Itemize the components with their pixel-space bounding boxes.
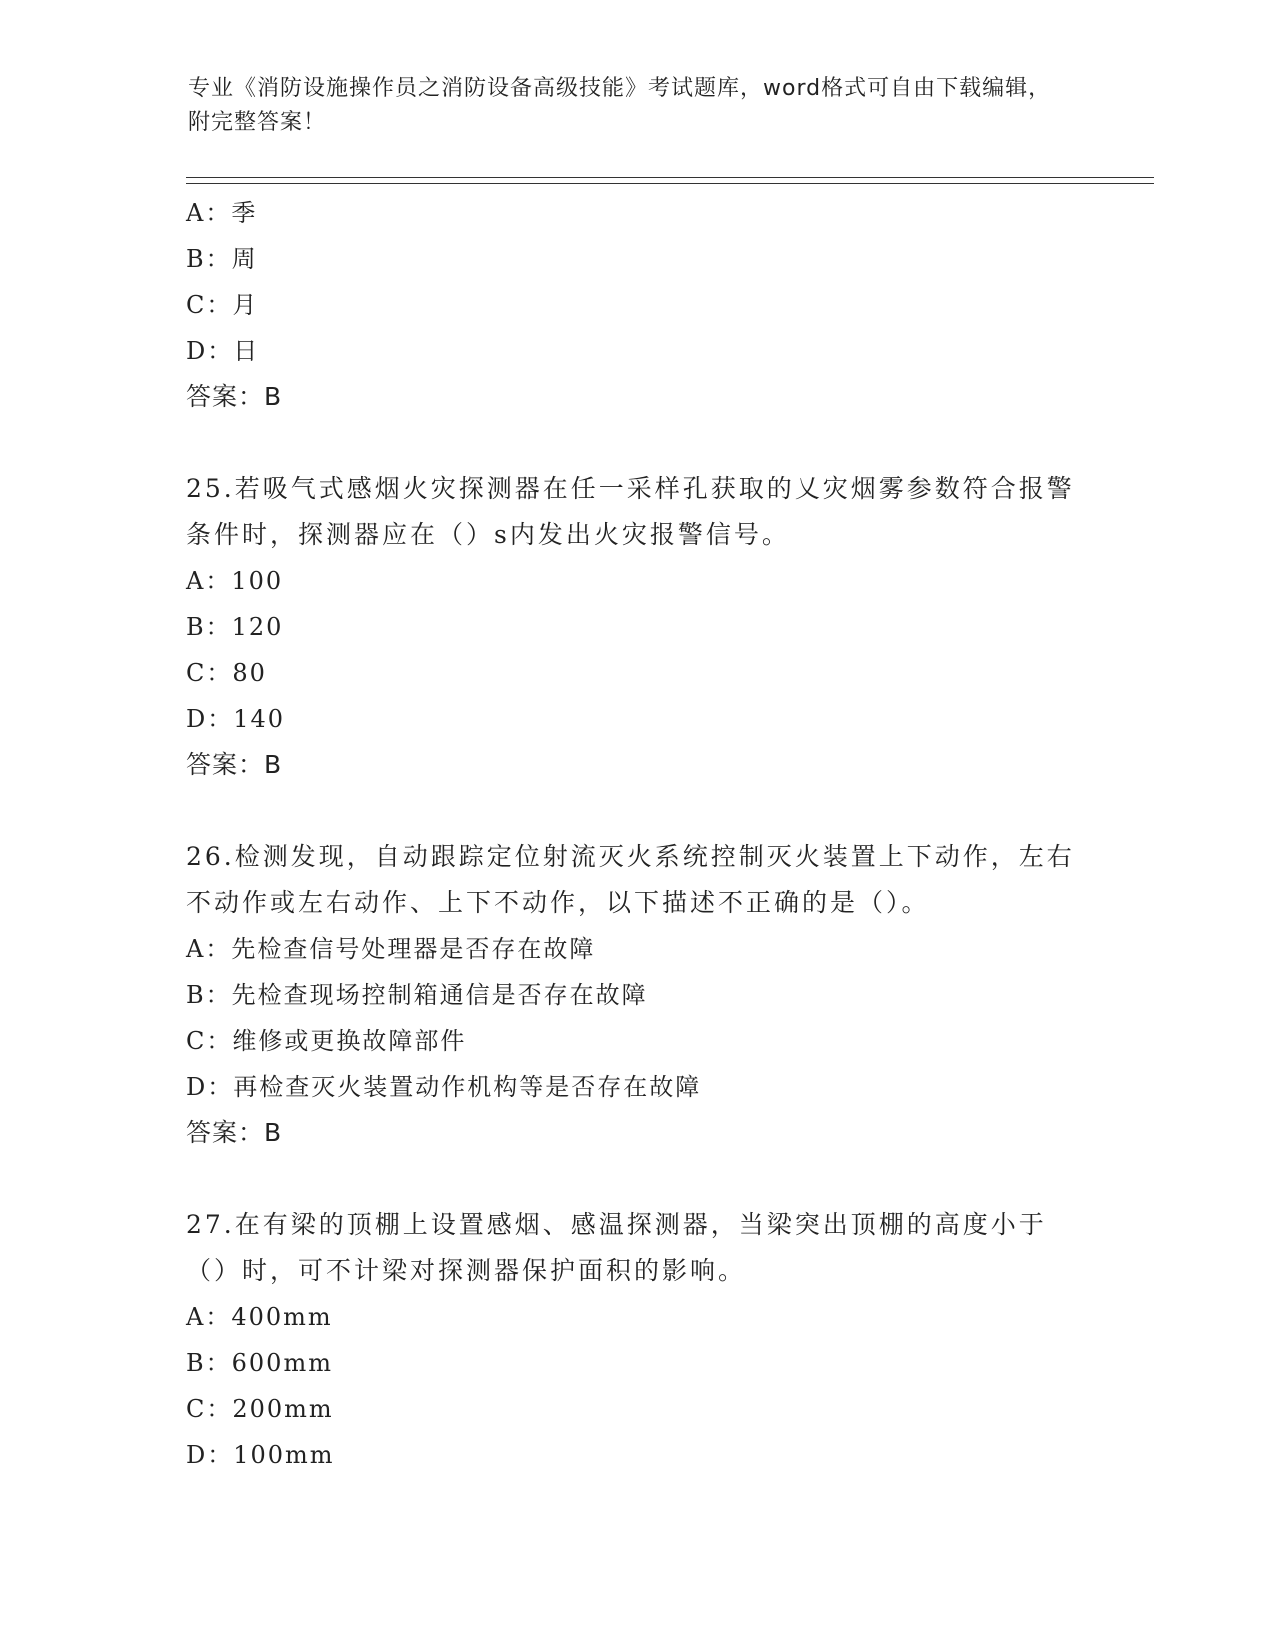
document-header: 专业《消防设施操作员之消防设备高级技能》考试题库，word格式可自由下载编辑，附完整答案！ xyxy=(188,76,1052,135)
option-b: B：先检查现场控制箱通信是否存在故障 xyxy=(186,981,648,1009)
question-stem: 26.检测发现，自动跟踪定位射流灭火系统控制灭火装置上下动作，左右不动作或左右动作、上下不动作，以下描述不正确的是（）。 xyxy=(186,842,1075,917)
option-d: D：140 xyxy=(186,705,286,733)
answer-line: 答案：B xyxy=(186,750,283,779)
question-block-26 xyxy=(186,834,1086,1156)
option-d: D：日 xyxy=(186,337,260,365)
answer-line: 答案：B xyxy=(186,382,283,411)
question-stem: 25.若吸气式感烟火灾探测器在任一采样孔获取的乂灾烟雾参数符合报警条件时，探测器应在（）s内发出火灾报警信号。 xyxy=(186,474,1075,549)
option-c: C：月 xyxy=(186,291,259,319)
option-c: C：维修或更换故障部件 xyxy=(186,1027,467,1055)
option-b: B：600mm xyxy=(186,1349,333,1377)
question-stem: 27.在有梁的顶棚上设置感烟、感温探测器，当梁突出顶棚的高度小于（）时，可不计梁对探测器保护面积的影响。 xyxy=(186,1210,1047,1285)
question-list xyxy=(186,190,1086,1478)
option-d: D：再检查灭火装置动作机构等是否存在故障 xyxy=(186,1073,702,1101)
option-b: B：120 xyxy=(186,613,284,641)
question-block-25 xyxy=(186,466,1086,788)
option-a: A：100 xyxy=(186,567,284,595)
answer-line: 答案：B xyxy=(186,1118,283,1147)
option-a: A：先检查信号处理器是否存在故障 xyxy=(186,935,596,963)
option-a: A：400mm xyxy=(186,1303,333,1331)
option-a: A：季 xyxy=(186,199,258,227)
option-b: B：周 xyxy=(186,245,258,273)
question-block-27 xyxy=(186,1202,1086,1478)
option-c: C：80 xyxy=(186,659,267,687)
option-d: D：100mm xyxy=(186,1441,335,1469)
option-c: C：200mm xyxy=(186,1395,334,1423)
header-divider xyxy=(186,177,1154,184)
question-block-24 xyxy=(186,190,1086,420)
